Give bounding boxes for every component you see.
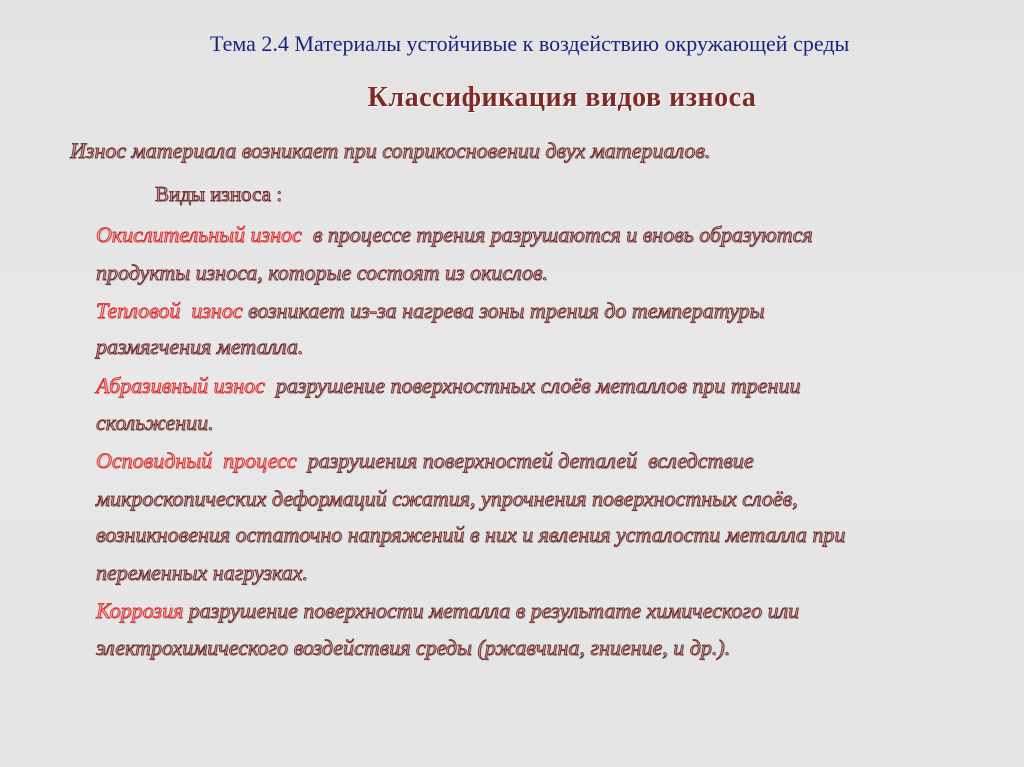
item-thermal-line-1: [96, 298, 764, 324]
item-oxidative-line-1: [96, 222, 813, 248]
term-abrasive: Абразивный износ: [96, 373, 265, 398]
item-pitting-line-4: переменных нагрузках.: [96, 560, 309, 585]
item-thermal-description: возникает из-за нагрева зоны трения до температуры: [242, 298, 765, 323]
item-corrosion-description: разрушение поверхности металла в результате химического или: [183, 598, 800, 623]
item-pitting-line-2: микроскопических деформаций сжатия, упрочнения поверхностных слоёв,: [96, 486, 798, 511]
term-pitting: Осповидный процесс: [96, 448, 297, 473]
item-pitting-line-1: [96, 448, 754, 474]
item-corrosion-line-1: [96, 598, 799, 624]
slide-title: Классификация видов износа: [367, 82, 757, 113]
topic-heading: Тема 2.4 Материалы устойчивые к воздействию окружающей среды: [210, 31, 850, 56]
intro-text: Износ материала возникает при соприкосновении двух материалов.: [70, 138, 711, 163]
item-corrosion-line-2: электрохимического воздействия среды (ржавчина, гниение, и др.).: [96, 635, 731, 660]
item-abrasive-line-1: [96, 373, 800, 399]
item-abrasive-description: разрушение поверхностных слоёв металлов при трении: [264, 373, 801, 398]
item-abrasive-line-2: скольжении.: [96, 410, 214, 435]
item-pitting-line-3: возникновения остаточно напряжений в них и явления усталости металла при: [96, 522, 846, 547]
types-heading: Виды износа :: [155, 182, 283, 206]
term-thermal: Тепловой износ: [96, 298, 243, 323]
term-corrosion: Коррозия: [96, 598, 184, 623]
term-oxidative: Окислительный износ: [96, 222, 302, 247]
item-oxidative-description: в процессе трения разрушаются и вновь образуются: [301, 222, 813, 247]
item-oxidative-line-2: продукты износа, которые состоят из окислов.: [96, 260, 549, 285]
item-thermal-line-2: размягчения металла.: [96, 334, 304, 359]
item-pitting-description: разрушения поверхностей деталей вследствие: [296, 448, 754, 473]
